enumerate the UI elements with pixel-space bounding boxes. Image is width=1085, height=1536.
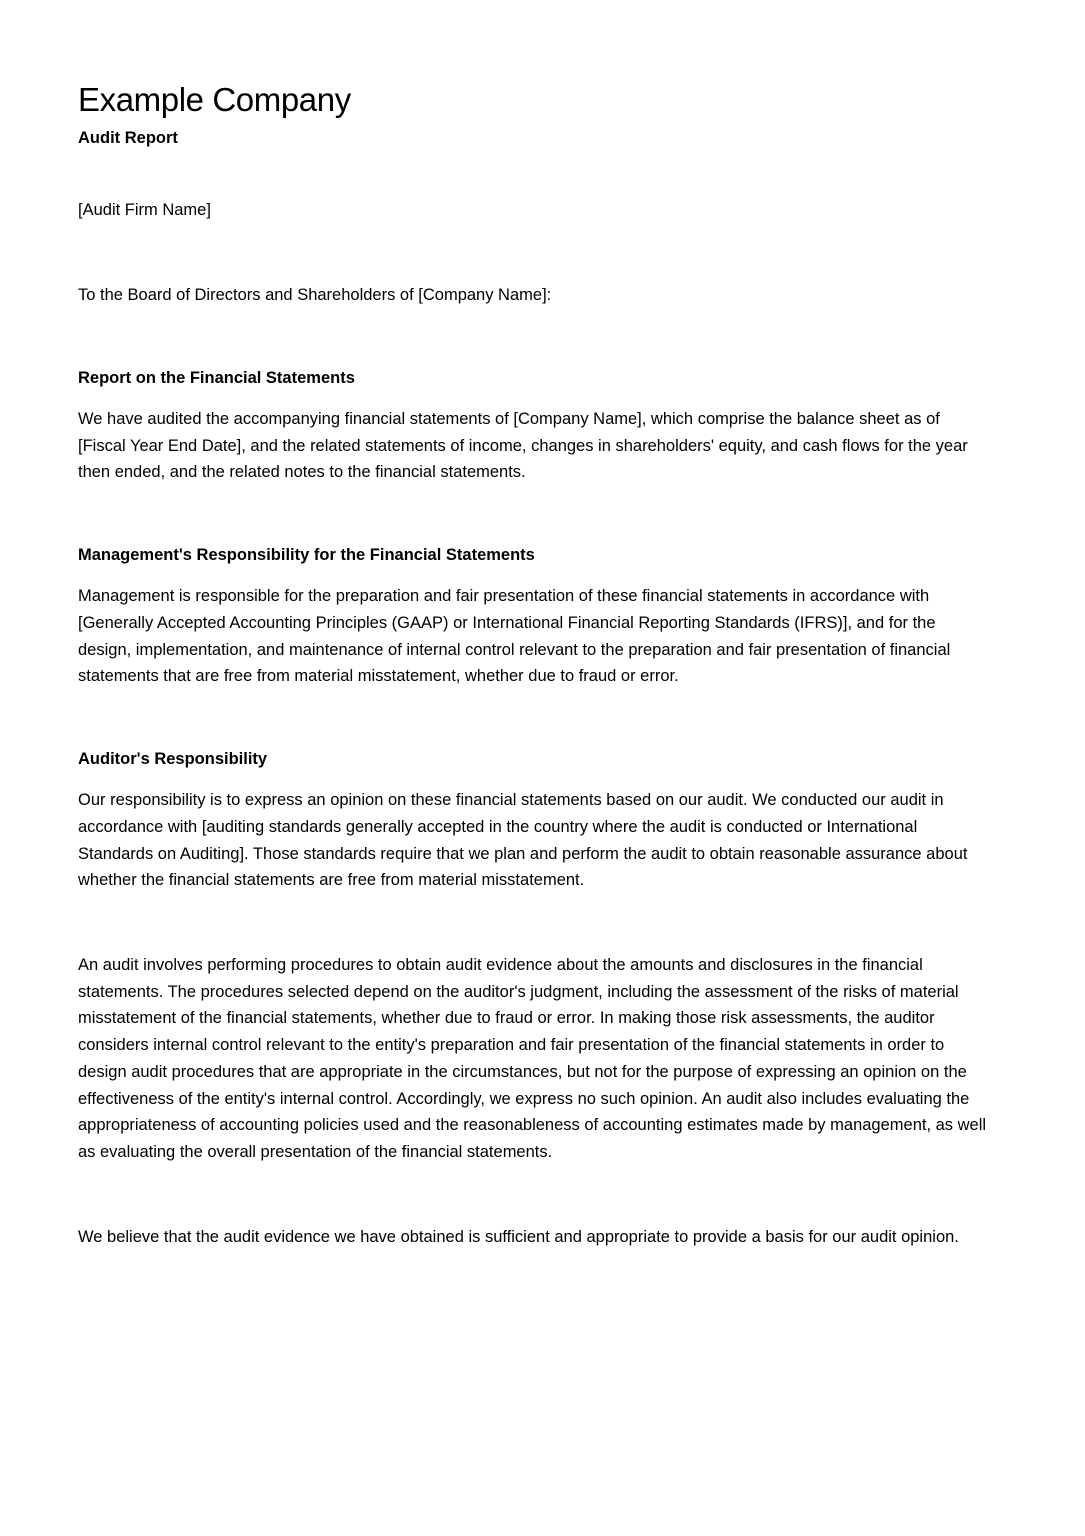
section-paragraph: We have audited the accompanying financial statements of [Company Name], which comprise the balance sheet as of [Fiscal Year End Date], and the related statements of income, changes in shareholders' equity, and cash flows for the year then ended, and the related notes to the financial statements. — [78, 409, 968, 482]
page-title: Example Company — [78, 81, 351, 118]
section-paragraph: An audit involves performing procedures to obtain audit evidence about the amounts and disclosures in the financial statements. The procedures selected depend on the auditor's judgment, including the assessment of the risks of material misstatement of the financial statements, whether due to fraud or error. In making those risk assessments, the auditor considers internal control relevant to the entity's preparation and fair presentation of the financial statements in order to design audit procedures that are appropriate in the circumstances, but not for the purpose of expressing an opinion on the effectiveness of the entity's internal control. Accordingly, we express no such opinion. An audit also includes evaluating the appropriateness of accounting policies used and the reasonableness of accounting estimates made by management, as well as evaluating the overall presentation of the financial statements. — [78, 956, 987, 1162]
section-heading: Report on the Financial Statements — [78, 368, 355, 387]
section-auditors-responsibility — [78, 748, 990, 1250]
audit-firm-name-placeholder: [Audit Firm Name] — [78, 201, 211, 220]
spacer — [78, 1166, 990, 1224]
section-report-on-financial-statements — [78, 367, 990, 486]
spacer — [78, 224, 990, 282]
section-paragraph: Management is responsible for the preparation and fair presentation of these financial statements in accordance with [Generally Accepted Accounting Principles (GAAP) or International Financial Reporting Standards (IFRS)], and for the design, implementation, and maintenance of internal control relevant to the preparation and fair presentation of financial statements that are free from material misstatement, whether due to fraud or error. — [78, 587, 951, 686]
spacer — [78, 486, 990, 544]
section-heading: Auditor's Responsibility — [78, 750, 268, 769]
section-paragraph: We believe that the audit evidence we have obtained is sufficient and appropriate to provide a basis for our audit opinion. — [78, 1227, 959, 1246]
spacer — [78, 149, 990, 197]
section-heading: Management's Responsibility for the Financial Statements — [78, 546, 535, 565]
salutation-line: To the Board of Directors and Shareholders of [Company Name]: — [78, 286, 552, 305]
spacer — [78, 690, 990, 748]
spacer — [78, 894, 990, 952]
document-subtitle: Audit Report — [78, 128, 178, 147]
spacer — [78, 309, 990, 367]
section-managements-responsibility — [78, 544, 990, 690]
section-paragraph: Our responsibility is to express an opinion on these financial statements based on our audit. We conducted our audit in accordance with [auditing standards generally accepted in the country where the audit is conducted or International Standards on Auditing]. Those standards require that we plan and perform the audit to obtain reasonable assurance about whether the financial statements are free from material misstatement. — [78, 791, 968, 890]
